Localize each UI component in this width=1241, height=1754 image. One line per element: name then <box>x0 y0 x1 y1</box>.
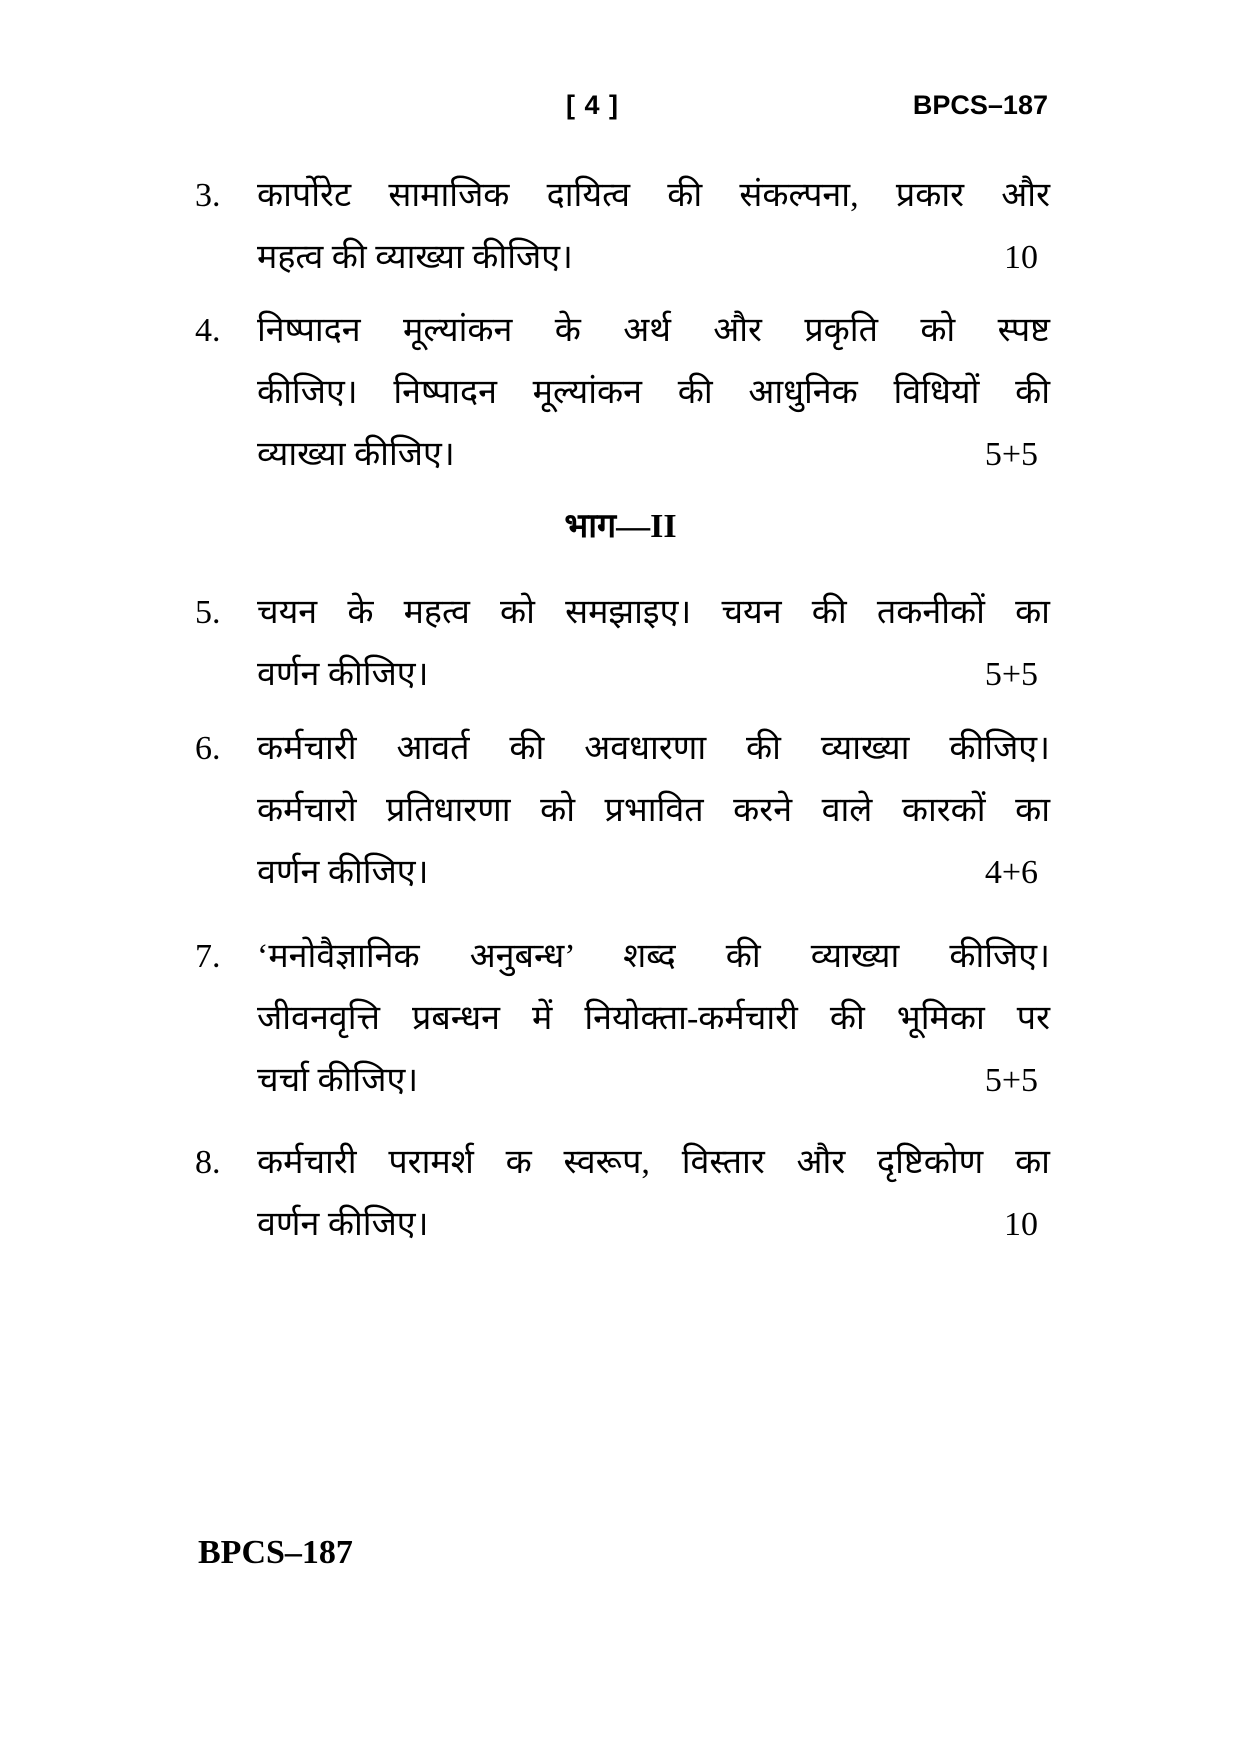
question-number: 5. <box>195 594 221 631</box>
question-line: वर्णन कीजिए। <box>257 1206 429 1243</box>
question-line: व्याख्या कीजिए। <box>257 436 455 473</box>
question-line: चर्चा कीजिए। <box>257 1062 419 1099</box>
question-6 <box>195 718 1050 904</box>
section-heading: भाग—II <box>564 508 677 545</box>
question-marks: 5+5 <box>984 436 1038 473</box>
question-number: 6. <box>195 730 221 767</box>
question-text <box>257 1132 1050 1256</box>
question-line: वर्णन कीजिए। <box>257 854 429 891</box>
question-5 <box>195 582 1050 706</box>
question-marks: 10 <box>1004 1206 1038 1243</box>
question-line: चयन के महत्व को समझाइए। चयन की तकनीकों का <box>257 594 1050 631</box>
question-line: कर्मचारो प्रतिधारणा को प्रभावित करने वाले कारकों का <box>257 792 1050 829</box>
question-7 <box>195 926 1050 1112</box>
question-line: कर्मचारी परामर्श क स्वरूप, विस्तार और दृष्टिकोण का <box>257 1144 1050 1181</box>
question-3 <box>195 165 1050 289</box>
page-number: [ 4 ] <box>566 90 620 120</box>
question-line: कार्पोरेट सामाजिक दायित्व की संकल्पना, प्रकार और <box>257 177 1050 214</box>
question-line: महत्व की व्याख्या कीजिए। <box>257 239 573 276</box>
header-paper-code: BPCS–187 <box>912 90 1048 120</box>
question-text <box>257 718 1050 904</box>
question-line: जीवनवृत्ति प्रबन्धन में नियोक्ता-कर्मचारी की भूमिका पर <box>257 1000 1050 1037</box>
question-number: 3. <box>195 177 221 214</box>
question-line: वर्णन कीजिए। <box>257 656 429 693</box>
question-number: 7. <box>195 938 221 975</box>
question-marks: 10 <box>1004 239 1038 276</box>
question-line: ‘मनोवैज्ञानिक अनुबन्ध’ शब्द की व्याख्या कीजिए। <box>257 938 1050 975</box>
question-text <box>257 300 1050 486</box>
question-line: कर्मचारी आवर्त की अवधारणा की व्याख्या कीजिए। <box>257 730 1050 767</box>
question-marks: 5+5 <box>984 656 1038 693</box>
question-line: कीजिए। निष्पादन मूल्यांकन की आधुनिक विधियों की <box>257 374 1050 411</box>
question-number: 4. <box>195 312 221 349</box>
footer-paper-code: BPCS–187 <box>198 1534 353 1571</box>
question-8 <box>195 1132 1050 1256</box>
question-marks: 4+6 <box>984 854 1038 891</box>
question-text <box>257 926 1050 1112</box>
question-text <box>257 582 1050 706</box>
question-text <box>257 165 1050 289</box>
question-number: 8. <box>195 1144 221 1181</box>
question-marks: 5+5 <box>984 1062 1038 1099</box>
question-line: निष्पादन मूल्यांकन के अर्थ और प्रकृति को स्पष्ट <box>257 312 1050 349</box>
question-4 <box>195 300 1050 486</box>
